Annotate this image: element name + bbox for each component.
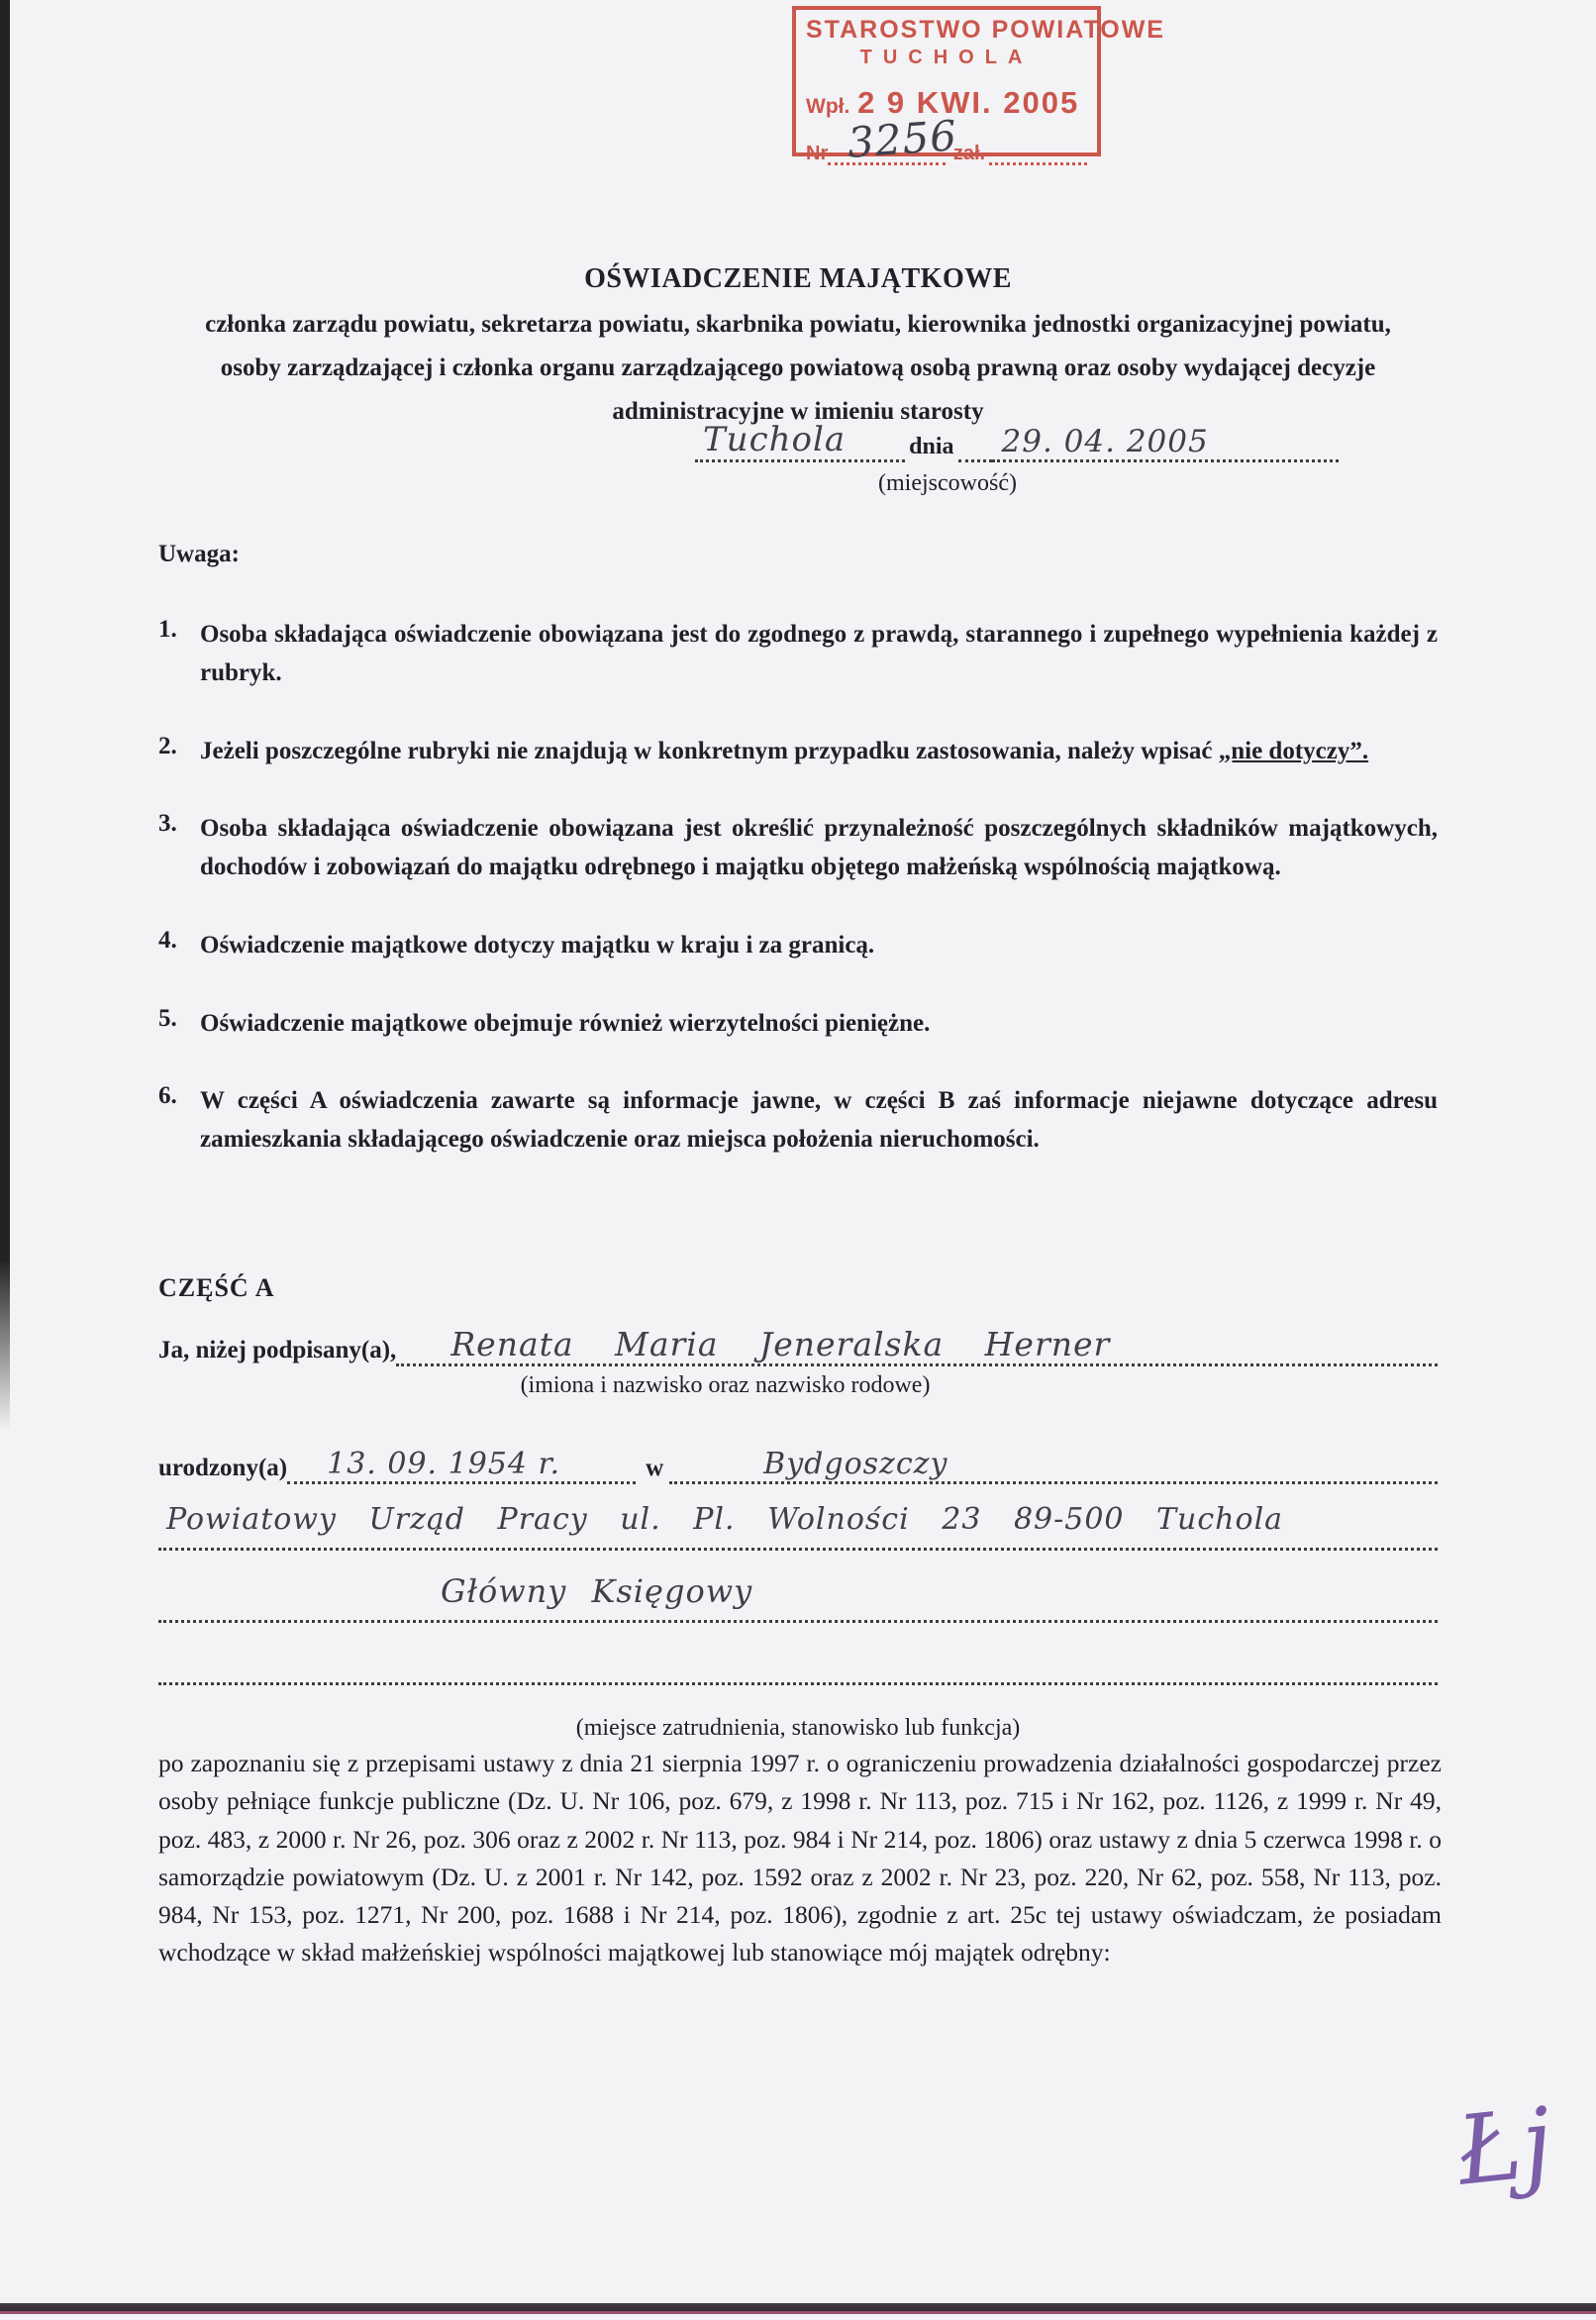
dnia-label: dnia (909, 434, 954, 459)
title-block (0, 263, 1596, 433)
stamp-number-row (806, 111, 1087, 167)
birth-date-handwritten: 13. 09. 1954 r. (287, 1447, 636, 1484)
note-item-6 (158, 1082, 1438, 1160)
part-a-heading: CZĘŚĆ A (158, 1273, 275, 1302)
position-handwritten: Główny Księgowy (158, 1572, 1438, 1623)
note-item-2 (158, 733, 1438, 771)
notes-section (158, 541, 1438, 1199)
note-number: 2. (158, 732, 177, 759)
name-caption: (imiona i nazwisko oraz nazwisko rodowe) (520, 1372, 931, 1398)
note-text: Oświadczenie majątkowe dotyczy majątku w kraju i za granicą. (200, 931, 875, 958)
note-text-before: Jeżeli poszczególne rubryki nie znajdują w konkretnym przypadku zastosowania, należy wpisać (200, 737, 1219, 764)
born-label: urodzony(a) (158, 1455, 288, 1481)
place-date-row (695, 420, 1339, 462)
empty-dotted-line (158, 1649, 1438, 1685)
stamp-number-handwritten: 3256 (846, 111, 959, 167)
signature-initials: Łj (1451, 2086, 1558, 2207)
birth-line (158, 1447, 1438, 1484)
scan-edge-left (0, 0, 10, 1431)
date-handwritten: 29. 04. 2005 (992, 424, 1339, 462)
stamp-nr-label: Nr (806, 143, 829, 164)
stamp-dotted-line (989, 145, 1087, 165)
dotted-leader (158, 1649, 1438, 1685)
note-number: 3. (158, 810, 177, 838)
stamp-zal-label: zał. (952, 143, 986, 164)
note-text: W części A oświadczenia zawarte są informacje jawne, w części B zaś informacje niejawne dotyczące adresu zamieszkania składającego oświadczenie oraz miejsca położenia nieruchomości. (200, 1087, 1438, 1153)
note-text (200, 733, 1438, 771)
stamp-received-date: 2 9 KWI. 2005 (857, 85, 1080, 120)
name-line (158, 1325, 1438, 1366)
place-date-line (695, 420, 1339, 497)
note-item-4 (158, 927, 1438, 965)
document-subtitle: członka zarządu powiatu, sekretarza powiatu, skarbnika powiatu, kierownika jednostki organizacyjnej powiatu, osoby zarządzającej i członka organu zarządzającego powiatową osobą prawną oraz osoby wydającej decyzje administracyjne w imieniu starosty (205, 311, 1391, 425)
note-item-3 (158, 810, 1438, 887)
place-caption: (miejscowość) (878, 470, 1017, 496)
position-line (158, 1572, 1438, 1623)
intro-label: Ja, niżej podpisany(a), (158, 1337, 397, 1363)
stamp-office-name: STAROSTWO POWIATOWE (806, 16, 1165, 44)
registry-stamp (792, 6, 1165, 167)
employer-handwritten: Powiatowy Urząd Pracy ul. Pl. Wolności 23 89-500 Tuchola (158, 1502, 1438, 1551)
note-number: 4. (158, 926, 177, 954)
name-handwritten: Renata Maria Jeneralska Herner (396, 1325, 1438, 1366)
note-item-1 (158, 616, 1438, 693)
declaration-section (158, 1325, 1438, 1742)
note-text: Osoba składająca oświadczenie obowiązana jest określić przynależność poszczególnych składników majątkowych, dochodów i zobowiązań do majątku odrębnego i majątku objętego małżeńską wspólnością majątkową. (200, 815, 1438, 880)
legal-paragraph: po zapoznaniu się z przepisami ustawy z dnia 21 sierpnia 1997 r. o ograniczeniu prowadzenia działalności gospodarczej przez osoby pełniące funkcje publiczne (Dz. U. Nr 106, poz. 679, z 1998 r. Nr 113, poz. 715 i Nr 162, poz. 1126, z 1999 r. Nr 49, poz. 483, z 2000 r. Nr 26, poz. 306 oraz z 2002 r. Nr 113, poz. 984 i Nr 214, poz. 1806) oraz ustawy z dnia 5 czerwca 1998 r. o samorządzie powiatowym (Dz. U. z 2001 r. Nr 142, poz. 1592 oraz z 2002 r. Nr 23, poz. 220, Nr 62, poz. 558, Nr 113, poz. 984, Nr 153, poz. 1271, Nr 200, poz. 1688 i Nr 214, poz. 1806), zgodnie z art. 25c tej ustawy oświadczam, że posiadam wchodzące w skład małżeńskiej wspólności majątkowej lub stanowiące mój majątek odrębny: (158, 1749, 1442, 1967)
note-number: 1. (158, 616, 177, 643)
employer-line (158, 1502, 1438, 1551)
place-handwritten: Tuchola (695, 420, 905, 462)
note-text: Osoba składająca oświadczenie obowiązana jest do zgodnego z prawdą, starannego i zupełnego wypełnienia każdej z rubryk. (200, 621, 1438, 686)
stamp-office-city: TUCHOLA (859, 47, 1034, 68)
note-text-underlined: „nie dotyczy”. (1218, 737, 1369, 764)
note-item-5 (158, 1005, 1438, 1044)
document-title: OŚWIADCZENIE MAJĄTKOWE (584, 263, 1012, 294)
birth-place-handwritten: Bydgoszczy (669, 1447, 1438, 1484)
note-text: Oświadczenie majątkowe obejmuje również wierzytelności pieniężne. (200, 1009, 931, 1037)
uwaga-label: Uwaga: (158, 541, 240, 567)
stamp-received-label: Wpł. (806, 95, 850, 118)
note-number: 6. (158, 1082, 177, 1110)
dotted-leader (958, 440, 992, 462)
scan-edge-bottom (0, 2303, 1596, 2314)
w-label: w (646, 1455, 664, 1481)
note-number: 5. (158, 1004, 177, 1032)
employment-caption: (miejsce zatrudnienia, stanowisko lub funkcja) (575, 1715, 1021, 1741)
